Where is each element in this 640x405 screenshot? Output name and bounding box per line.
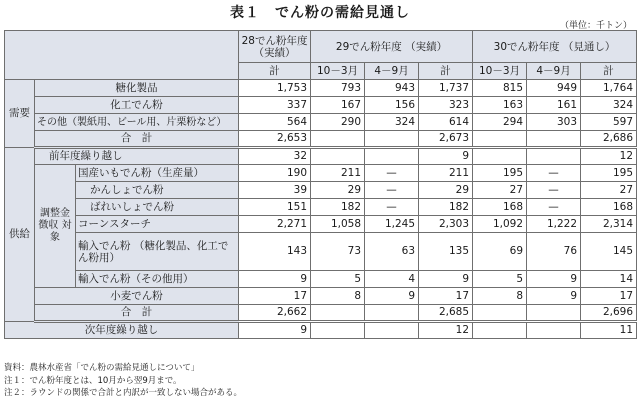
cell: 195 (581, 165, 637, 182)
cell: 1,222 (527, 216, 581, 233)
cell: 1,245 (365, 216, 419, 233)
header-y28: 28でん粉年度 （実績） (239, 31, 311, 63)
cell: 2,696 (581, 305, 637, 322)
cell: 324 (581, 97, 637, 114)
cell: 32 (239, 148, 311, 165)
cell (365, 148, 419, 165)
cell: 27 (581, 182, 637, 199)
cell: 168 (473, 199, 527, 216)
table-row (5, 114, 637, 131)
cell: 73 (311, 233, 365, 271)
cell: 9 (239, 322, 311, 339)
group-supply: 供給 (5, 148, 35, 322)
cell: 2,271 (239, 216, 311, 233)
table-row (5, 216, 637, 233)
cell: — (527, 165, 581, 182)
cell: 2,314 (581, 216, 637, 233)
table-row (5, 80, 637, 97)
cell: 303 (527, 114, 581, 131)
group-demand: 需要 (5, 80, 35, 148)
cell (311, 148, 365, 165)
cell: 17 (581, 288, 637, 305)
cell: 182 (419, 199, 473, 216)
cell: 17 (419, 288, 473, 305)
cell: 195 (473, 165, 527, 182)
cell: 12 (581, 148, 637, 165)
table-row (5, 199, 637, 216)
group-adjust: 調整金 徴収 対象 (35, 165, 76, 288)
cell: 5 (311, 271, 365, 288)
cell: — (527, 182, 581, 199)
cell: 63 (365, 233, 419, 271)
cell: 9 (419, 148, 473, 165)
cell: 76 (527, 233, 581, 271)
header-y29-oct-mar: 10－3月 (311, 63, 365, 80)
cell (365, 131, 419, 148)
cell: 211 (311, 165, 365, 182)
row-label: 化工でん粉 (35, 97, 239, 114)
cell (311, 305, 365, 322)
note-1: 注１：でん粉年度とは、10月から翌9月まで。 (4, 375, 182, 386)
header-y29: 29でん粉年度 （実績） (311, 31, 473, 63)
cell: 8 (473, 288, 527, 305)
cell: 2,303 (419, 216, 473, 233)
cell (527, 322, 581, 339)
cell: — (365, 199, 419, 216)
cell: 135 (419, 233, 473, 271)
cell (473, 322, 527, 339)
row-label: 前年度繰り越し (35, 148, 239, 165)
cell: 11 (581, 322, 637, 339)
cell (527, 131, 581, 148)
cell: 9 (527, 271, 581, 288)
cell: 2,653 (239, 131, 311, 148)
cell: 614 (419, 114, 473, 131)
cell: 1,753 (239, 80, 311, 97)
header-y30: 30でん粉年度 （見通し） (473, 31, 637, 63)
row-label: その他（製紙用、ビール用、片栗粉など） (35, 114, 239, 131)
cell: 5 (473, 271, 527, 288)
note-2: 注２：ラウンドの関係で合計と内訳が一致しない場合がある。 (4, 388, 243, 398)
table-row (5, 288, 637, 305)
row-label: 糖化製品 (35, 80, 239, 97)
table-row (5, 233, 637, 271)
table-row (5, 131, 637, 148)
cell: 2,662 (239, 305, 311, 322)
cell: 4 (365, 271, 419, 288)
row-label: かんしょでん粉 (76, 182, 239, 199)
row-label: ばれいしょでん粉 (76, 199, 239, 216)
cell (473, 305, 527, 322)
cell (311, 131, 365, 148)
cell: 14 (581, 271, 637, 288)
cell (527, 148, 581, 165)
header-y29-total: 計 (419, 63, 473, 80)
header-y30-apr-sep: 4－9月 (527, 63, 581, 80)
table-row (5, 322, 637, 339)
cell: 2,686 (581, 131, 637, 148)
row-label: 合 計 (35, 305, 239, 322)
page-title: 表１ でん粉の需給見通し (230, 5, 410, 21)
header-y29-apr-sep: 4－9月 (365, 63, 419, 80)
cell: 564 (239, 114, 311, 131)
cell: 323 (419, 97, 473, 114)
cell (311, 322, 365, 339)
cell: 29 (419, 182, 473, 199)
row-label: 次年度繰り越し (5, 322, 239, 339)
cell: 190 (239, 165, 311, 182)
note-source: 資料：農林水産省「でん粉の需給見通しについて」 (4, 363, 200, 373)
cell: 143 (239, 233, 311, 271)
row-label: 小麦でん粉 (35, 288, 239, 305)
cell: 949 (527, 80, 581, 97)
cell: 290 (311, 114, 365, 131)
cell: — (365, 182, 419, 199)
header-y30-oct-mar: 10－3月 (473, 63, 527, 80)
cell: 9 (527, 288, 581, 305)
row-label: 合 計 (35, 131, 239, 148)
header-y30-total: 計 (581, 63, 637, 80)
cell (473, 131, 527, 148)
cell: 9 (419, 271, 473, 288)
row-label: 国産いもでん粉（生産量） (76, 165, 239, 182)
row-label: 輸入でん粉 （糖化製品、化工でん粉用） (76, 233, 239, 271)
cell: 27 (473, 182, 527, 199)
unit-label: （単位：千トン） (559, 21, 632, 31)
cell: 151 (239, 199, 311, 216)
row-label: 輸入でん粉（その他用） (76, 271, 239, 288)
cell: 1,737 (419, 80, 473, 97)
cell (527, 305, 581, 322)
cell: 337 (239, 97, 311, 114)
cell: 8 (311, 288, 365, 305)
cell: 793 (311, 80, 365, 97)
cell: 182 (311, 199, 365, 216)
cell: 167 (311, 97, 365, 114)
cell: — (527, 199, 581, 216)
cell: 39 (239, 182, 311, 199)
cell: 211 (419, 165, 473, 182)
cell: 815 (473, 80, 527, 97)
table-row (5, 182, 637, 199)
cell: 156 (365, 97, 419, 114)
cell: 2,685 (419, 305, 473, 322)
table-row (5, 271, 637, 288)
cell: 163 (473, 97, 527, 114)
cell: 161 (527, 97, 581, 114)
cell: 943 (365, 80, 419, 97)
cell: 1,058 (311, 216, 365, 233)
supply-demand-table (4, 30, 637, 339)
table-row (5, 165, 637, 182)
cell: 12 (419, 322, 473, 339)
header-y28-total: 計 (239, 63, 311, 80)
footnotes (4, 362, 242, 400)
cell: 324 (365, 114, 419, 131)
cell: 1,764 (581, 80, 637, 97)
table-row (5, 148, 637, 165)
cell: 29 (311, 182, 365, 199)
cell: 69 (473, 233, 527, 271)
cell: 168 (581, 199, 637, 216)
cell: 597 (581, 114, 637, 131)
cell: 294 (473, 114, 527, 131)
cell: 17 (239, 288, 311, 305)
cell (473, 148, 527, 165)
cell: 9 (239, 271, 311, 288)
row-label: コーンスターチ (76, 216, 239, 233)
cell (365, 322, 419, 339)
header-corner (5, 31, 239, 80)
cell: 9 (365, 288, 419, 305)
cell: — (365, 165, 419, 182)
cell (365, 305, 419, 322)
cell: 2,673 (419, 131, 473, 148)
cell: 145 (581, 233, 637, 271)
table-row (5, 305, 637, 322)
cell: 1,092 (473, 216, 527, 233)
table-row (5, 97, 637, 114)
